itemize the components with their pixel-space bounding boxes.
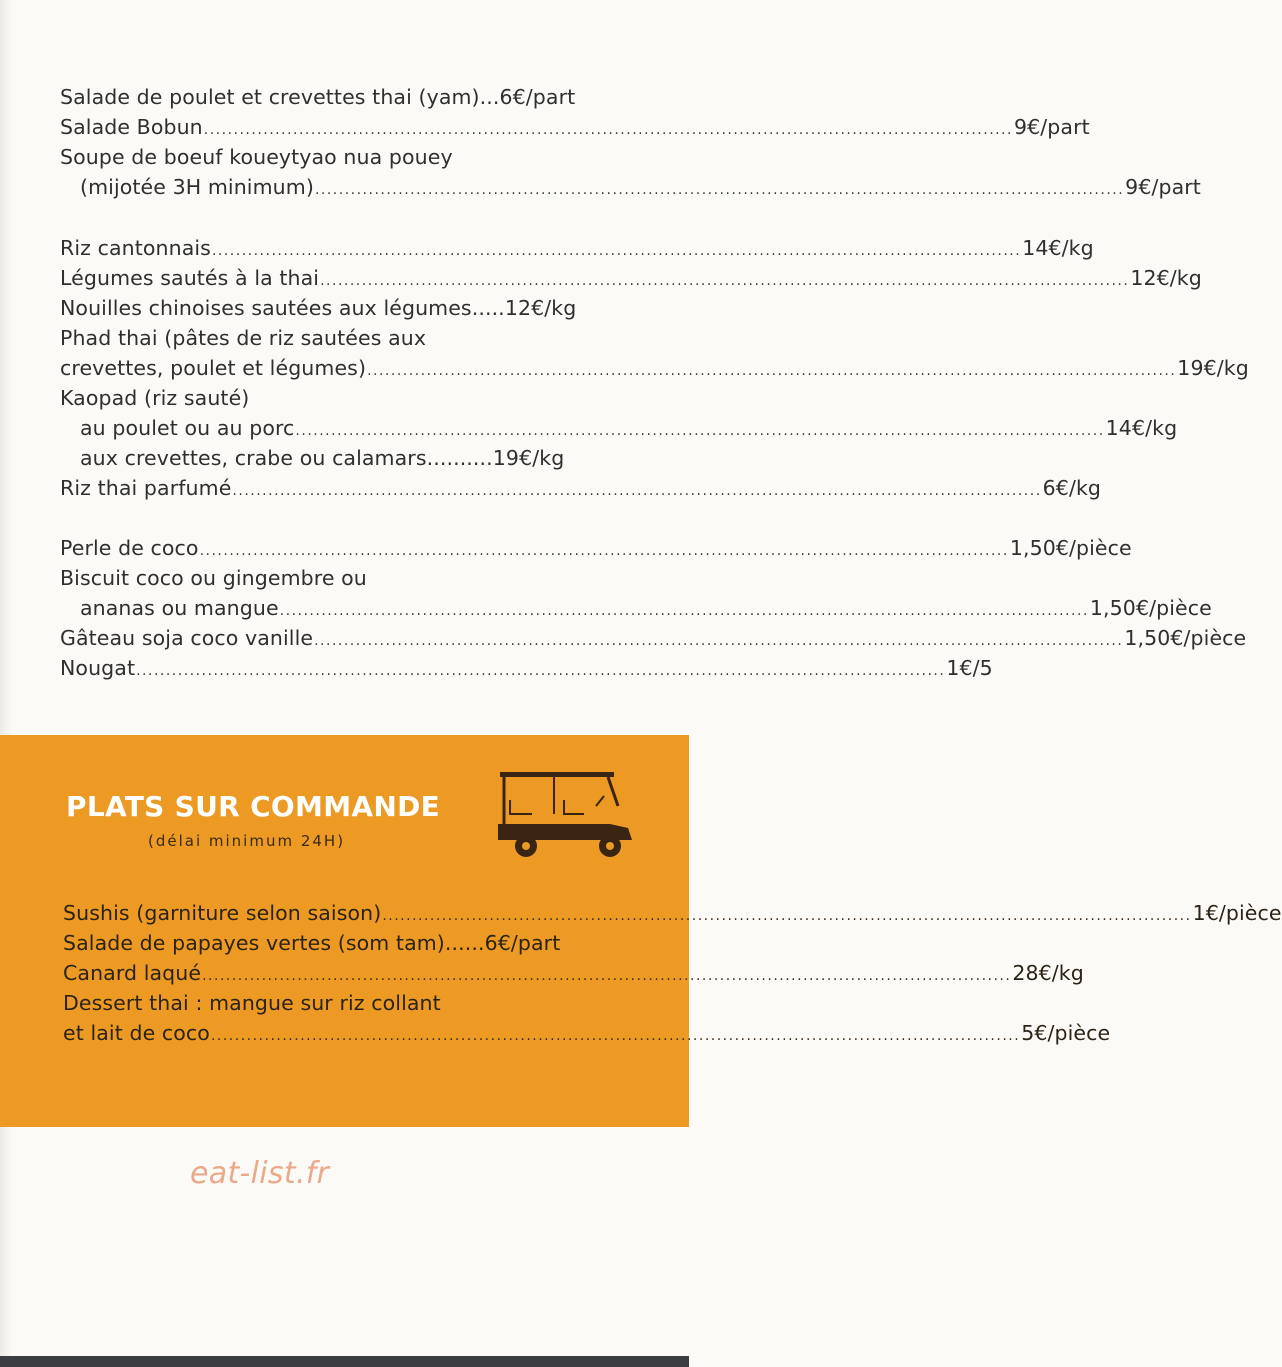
- menu-item: Salade de poulet et crevettes thai (yam) ... 6€/part: [60, 85, 576, 109]
- menu-item: Soupe de boeuf koueytyao nua pouey: [60, 145, 453, 169]
- menu-item: Canard laqué ..... 28€/kg: [63, 958, 633, 988]
- menu-item: Riz thai parfumé ..... 6€/kg: [60, 473, 630, 503]
- menu-item: aux crevettes, crabe ou calamars .......... 19€/kg: [80, 446, 565, 470]
- menu-section-salads-soups: [60, 82, 1201, 202]
- menu-item: Légumes sautés à la thai ..... 12€/kg: [60, 263, 630, 293]
- menu-item: Nougat ..... 1€/5: [60, 653, 630, 683]
- menu-item: ananas ou mangue ..... 1,50€/pièce: [60, 593, 630, 623]
- menu-item: Perle de coco ..... 1,50€/pièce: [60, 533, 630, 563]
- menu-item: Dessert thai : mangue sur riz collant: [63, 991, 441, 1015]
- bottom-edge-bar: [0, 1356, 689, 1367]
- menu-section-rice-noodles: [60, 233, 1249, 503]
- order-section-subtitle: (délai minimum 24H): [148, 832, 346, 850]
- menu-item: Phad thai (pâtes de riz sautées aux: [60, 326, 427, 350]
- menu-item: et lait de coco ..... 5€/pièce: [63, 1018, 633, 1048]
- menu-item: (mijotée 3H minimum) ..... 9€/part: [60, 172, 630, 202]
- tuk-tuk-icon: [492, 766, 636, 862]
- menu-item: Nouilles chinoises sautées aux légumes ..... 12€/kg: [60, 296, 577, 320]
- menu-item: Kaopad (riz sauté): [60, 386, 250, 410]
- menu-item: Biscuit coco ou gingembre ou: [60, 566, 367, 590]
- menu-item: crevettes, poulet et légumes) ..... 19€/kg: [60, 353, 630, 383]
- watermark-text: eat-list.fr: [190, 1156, 330, 1191]
- page-fold-shadow: [0, 0, 12, 1367]
- menu-item: au poulet ou au porc ..... 14€/kg: [60, 413, 630, 443]
- menu-item: Sushis (garniture selon saison) ..... 1€/pièce: [63, 898, 633, 928]
- menu-item: Riz cantonnais ..... 14€/kg: [60, 233, 630, 263]
- menu-section-desserts: [60, 533, 1247, 683]
- order-section-title: PLATS SUR COMMANDE: [66, 790, 441, 823]
- menu-item: Salade de papayes vertes (som tam) ...... 6€/part: [63, 931, 561, 955]
- menu-item: Gâteau soja coco vanille ..... 1,50€/pièce: [60, 623, 630, 653]
- menu-item: Salade Bobun ..... 9€/part: [60, 112, 630, 142]
- menu-section-on-order: [63, 898, 1282, 1048]
